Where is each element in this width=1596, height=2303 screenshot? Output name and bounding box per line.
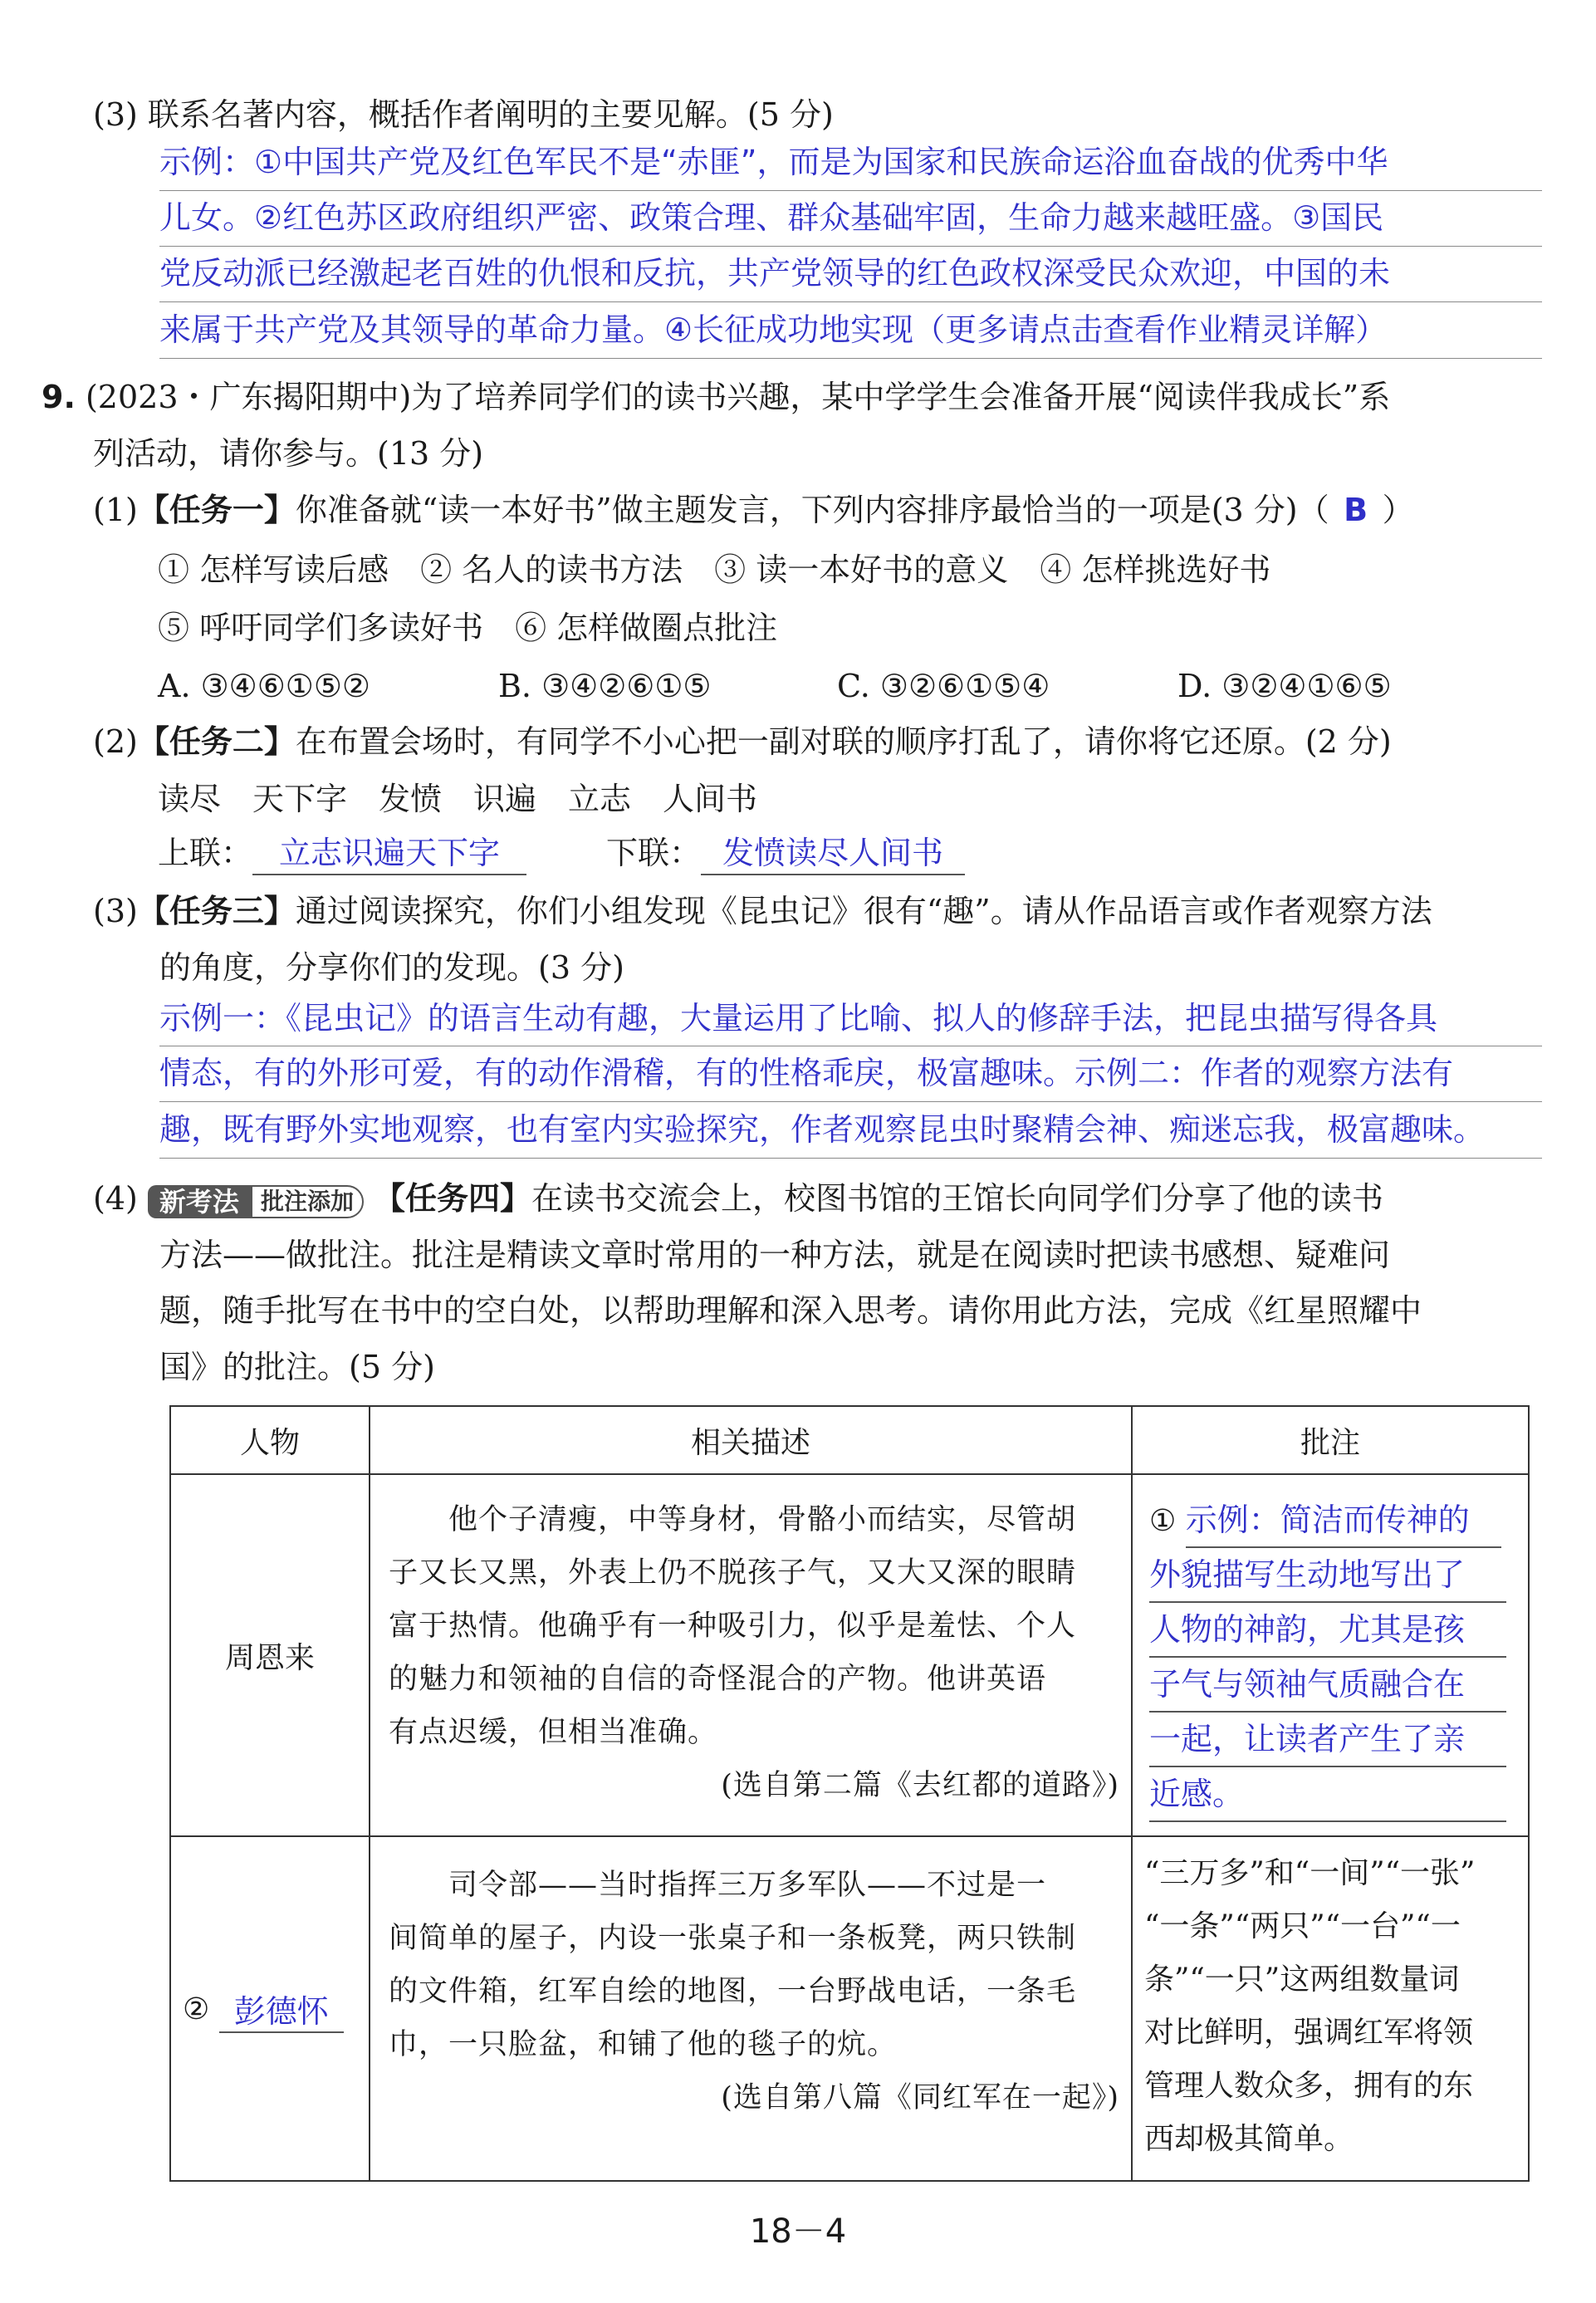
q8-3-answer-line-1: 示例：①中国共产党及红色军民不是“赤匪”，而是为国家和民族命运浴血奋战的优秀中华 [159,144,1388,180]
row1-note-line: 近感。 [1149,1767,1506,1822]
row2-description [389,1859,1119,2124]
row1-note-line: 外貌描写生动地写出了 [1149,1548,1506,1603]
task1-label: (1) [93,492,138,528]
answer-rule [159,246,1542,247]
answer-rule [159,301,1542,302]
task1-option-b: B. ③④②⑥①⑤ [498,668,712,704]
q9-number: 9. [42,379,76,415]
answer-rule [159,1158,1542,1159]
q8-3-answer-line-3: 党反动派已经激起老百姓的仇恨和反抗，共产党领导的红色政权深受民众欢迎，中国的未 [159,255,1391,292]
q9-intro-text-1: (2023・广东揭阳期中)为了培养同学们的读书兴趣，某中学学生会准备开展“阅读伴我成长”系 [85,379,1391,415]
row2-source: (选自第八篇《同红军在一起》) [721,2081,1119,2114]
q8-3-prompt: (3) 联系名著内容，概括作者阐明的主要见解。(5 分) [93,96,834,133]
task1-option-c: C. ③②⑥①⑤④ [837,668,1050,704]
task2-text: 在布置会场时，有同学不小心把一副对联的顺序打乱了，请你将它还原。(2 分) [295,723,1392,760]
row1-description [389,1493,1119,1812]
row2-note-line: “三万多”和“一间”“一张” [1144,1856,1476,1890]
task3-answer-line-3: 趣，既有野外实地观察，也有室内实验探究，作者观察昆虫时聚精会神、痴迷忘我，极富趣味。 [159,1111,1486,1148]
task4-question-line-4: 国》的批注。(5 分) [159,1349,435,1385]
task3-label: (3) [93,893,138,929]
task3-answer-line-1: 示例一：《昆虫记》的语言生动有趣，大量运用了比喻、拟人的修辞手法，把昆虫描写得各具 [159,1000,1438,1036]
page-number: 18－4 [749,2212,847,2251]
task2-lower [606,832,965,875]
task3-question-line-2: 的角度，分享你们的发现。(3 分) [159,949,624,986]
row1-note-number: ① [1149,1504,1177,1538]
row2-desc-line: 间简单的屋子，内设一张桌子和一条板凳，两只铁制 [389,1922,1077,1955]
task3-question-line-1 [93,890,1432,932]
task4-question-line-2: 方法——做批注。批注是精读文章时常用的一种方法，就是在阅读时把读书感想、疑难问 [159,1237,1391,1273]
lower-couplet-answer: 发愤读尽人间书 [701,832,965,875]
task4-question-line-1 [93,1178,1383,1219]
task2-upper [158,832,526,875]
task3-answer-line-2: 情态，有的外形可爱，有的动作滑稽，有的性格乖戾，极富趣味。示例二：作者的观察方法有 [159,1055,1454,1091]
task4-text-1: 在读书交流会上，校图书馆的王馆长向同学们分享了他的读书 [531,1180,1383,1217]
row2-note-line: 西却极其简单。 [1144,2122,1354,2156]
task2-label: (2) [93,723,138,760]
task2-tag: 【任务二】 [137,723,296,760]
row1-person: 周恩来 [224,1640,315,1675]
q8-3-answer-line-2: 儿女。②红色苏区政府组织严密、政策合理、群众基础牢固，生命力越来越旺盛。③国民 [159,199,1384,236]
row2-person-number: ② [183,1992,210,2026]
answer-rule [159,190,1542,191]
row2-note-line: 条”“一只”这两组数量词 [1144,1962,1460,1997]
q8-3-answer-line-4: 来属于共产党及其领导的革命力量。④长征成功地实现（更多请点击查看作业精灵详解） [159,311,1388,348]
header-annotation: 批注 [1300,1425,1360,1460]
task3-tag: 【任务三】 [137,892,296,929]
upper-couplet-label: 上联： [158,835,253,871]
task4-question-line-3: 题，随手批写在书中的空白处，以帮助理解和深入思考。请你用此方法，完成《红星照耀中 [159,1292,1422,1329]
answer-rule [159,1101,1542,1102]
table-col-divider [1131,1407,1133,2180]
row1-desc-line: 富于热情。他确乎有一种吸引力，似乎是羞怯、个人 [389,1610,1077,1643]
task1-items-line-1: ① 怎样写读后感 ② 名人的读书方法 ③ 读一本好书的意义 ④ 怎样挑选好书 [158,551,1271,588]
annotation-table [169,1405,1530,2182]
row2-desc-line: 的文件箱，红军自绘的地图，一台野战电话，一条毛 [389,1975,1077,2008]
row1-note-line: 示例：简洁而传神的 [1186,1493,1501,1548]
annotation-badge: 批注添加 [251,1185,364,1218]
row2-note-line: 对比鲜明，强调红军将领 [1144,2016,1474,2050]
lower-couplet-label: 下联： [606,835,702,871]
task2-question [93,721,1392,762]
task1-answer: B [1344,492,1368,528]
row1-source: (选自第二篇《去红都的道路》) [721,1769,1119,1802]
row1-note-line: 一起，让读者产生了亲 [1149,1713,1506,1767]
row2-desc-line: 司令部——当时指挥三万多军队——不过是一 [389,1869,1047,1902]
task4-tag: 【任务四】 [373,1179,531,1217]
header-person: 人物 [239,1425,300,1460]
table-row-divider [171,1835,1528,1837]
row2-person [183,1837,369,2182]
task1-option-a: A. ③④⑥①⑤② [158,668,370,704]
new-method-badge: 新考法 [148,1185,251,1218]
row1-desc-line: 子又长又黑，外表上仍不脱孩子气，又大又深的眼睛 [389,1556,1077,1590]
row1-note-line: 子气与领袖气质融合在 [1149,1658,1506,1713]
row2-annotation [1144,1847,1525,2166]
task2-words: 读尽 天下字 发愤 识遍 立志 人间书 [158,781,758,817]
table-col-divider [369,1407,370,2180]
row1-annotation [1149,1493,1523,1822]
row1-desc-line: 的魅力和领袖的自信的奇怪混合的产物。他讲英语 [389,1663,1047,1696]
task1-close-paren: ） [1382,492,1414,528]
upper-couplet-answer: 立志识遍天下字 [252,832,526,875]
task3-text-1: 通过阅读探究，你们小组发现《昆虫记》很有“趣”。请从作品语言或作者观察方法 [295,893,1432,929]
q9-intro-line-2: 列活动，请你参与。(13 分) [93,435,484,472]
row1-desc-line: 有点迟缓，但相当准确。 [389,1716,718,1749]
row2-desc-line: 巾，一只脸盆，和铺了他的毯子的炕。 [389,2028,898,2061]
row1-desc-line: 他个子清瘦，中等身材，骨骼小而结实，尽管胡 [389,1503,1077,1536]
row2-note-line: “一条”“两只”“一台”“一 [1144,1909,1461,1943]
task1-option-d: D. ③②④①⑥⑤ [1177,668,1392,704]
row2-note-line: 管理人数众多，拥有的东 [1144,2069,1474,2103]
answer-rule [159,358,1542,359]
task4-label: (4) [93,1180,138,1217]
task1-tag: 【任务一】 [137,491,296,528]
task1-text: 你准备就“读一本好书”做主题发言，下列内容排序最恰当的一项是(3 分)（ [295,492,1329,528]
task1-question [93,489,1414,531]
table-row-divider [171,1473,1528,1475]
row2-person-answer: 彭德怀 [219,1986,344,2033]
header-description: 相关描述 [690,1425,810,1460]
row1-note-line: 人物的神韵，尤其是孩 [1149,1603,1506,1658]
task1-items-line-2: ⑤ 呼吁同学们多读好书 ⑥ 怎样做圈点批注 [158,610,778,646]
q9-intro-line-1 [42,376,1390,418]
